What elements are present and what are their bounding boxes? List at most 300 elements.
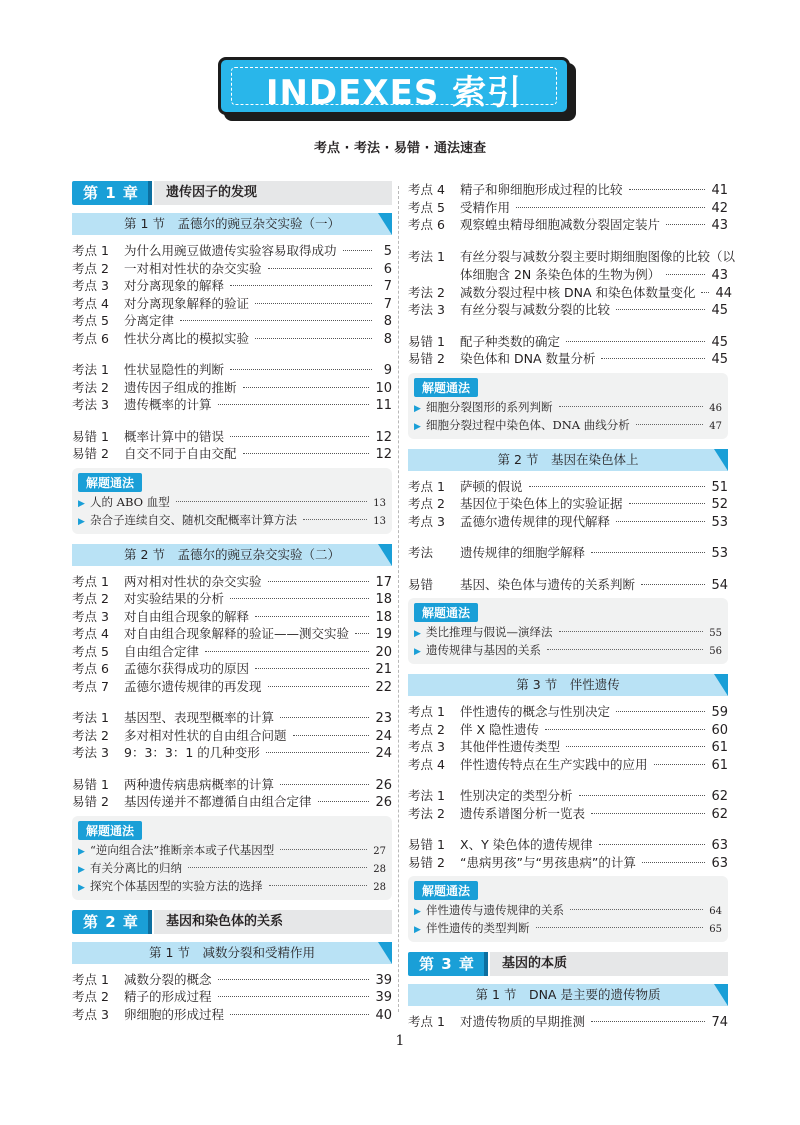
- entry-page: 19: [375, 627, 392, 642]
- entry-title: “患病男孩”与“男孩患病”的计算: [460, 854, 636, 870]
- entry-title: 对分离现象解释的验证: [124, 295, 250, 311]
- entry-list: [72, 427, 392, 462]
- method-item[interactable]: [78, 494, 386, 512]
- entry-title: 性状显隐性的判断: [124, 362, 225, 377]
- dot-leader: [559, 631, 704, 632]
- entry-title: 有丝分裂与减数分裂的比较: [460, 302, 611, 317]
- entry-title: 自交不同于自由交配: [124, 446, 237, 461]
- entry-key: 考点 5: [72, 643, 109, 659]
- entry-key: 考点 7: [72, 678, 109, 694]
- entry-list: [408, 332, 728, 367]
- index-entry[interactable]: [72, 743, 392, 761]
- dot-leader: [570, 909, 703, 910]
- entry-title: 配子种类数的确定: [460, 333, 561, 349]
- dot-leader: [591, 1021, 705, 1022]
- entry-title: 体细胞含 2N 条染色体的生物为例）: [460, 266, 661, 282]
- arrow-icon: ▶: [414, 421, 421, 432]
- entry-page: 63: [711, 838, 728, 853]
- chapter-title: 基因的本质: [502, 956, 568, 971]
- dot-leader: [268, 686, 370, 687]
- entry-page: 54: [711, 577, 728, 593]
- index-entry[interactable]: [72, 1005, 392, 1023]
- section-heading[interactable]: [72, 544, 392, 566]
- dot-leader: [268, 581, 370, 582]
- dot-leader: [616, 521, 705, 522]
- entry-list: [408, 786, 728, 821]
- dot-leader: [180, 320, 372, 321]
- entry-title: 分离定律: [124, 313, 175, 328]
- index-entry[interactable]: [72, 276, 392, 294]
- index-entry[interactable]: [72, 775, 392, 793]
- entry-key: 易错: [408, 576, 434, 592]
- chapter-3-heading[interactable]: [408, 952, 728, 976]
- method-page: 27: [373, 845, 386, 857]
- index-entry[interactable]: [72, 589, 392, 607]
- entry-key: 易错 2: [408, 854, 445, 870]
- dot-leader: [559, 406, 704, 407]
- page-subtitle: 考点 · 考法 · 易错 · 通法速查: [314, 141, 486, 156]
- method-item[interactable]: [414, 624, 722, 642]
- dot-leader: [230, 436, 369, 437]
- entry-key: 考法 1: [72, 710, 109, 725]
- entry-page: 43: [711, 218, 728, 233]
- entry-page: 61: [711, 757, 728, 773]
- index-entry[interactable]: [408, 180, 728, 198]
- entry-title: 其他伴性遗传类型: [460, 739, 561, 754]
- entry-title: 精子的形成过程: [124, 989, 212, 1004]
- dot-leader: [293, 735, 370, 736]
- dot-leader: [255, 338, 372, 339]
- dot-leader: [243, 387, 370, 388]
- index-entry[interactable]: [72, 792, 392, 810]
- page-number: 1: [395, 1033, 405, 1049]
- index-entry[interactable]: [408, 702, 728, 720]
- dot-leader: [243, 453, 370, 454]
- entry-key: 考点 4: [72, 626, 109, 641]
- dot-leader: [218, 404, 370, 405]
- entry-page: 62: [711, 806, 728, 822]
- method-page: 28: [373, 863, 386, 875]
- method-title: 杂合子连续自交、随机交配概率计算方法: [90, 512, 297, 527]
- entry-page: 18: [375, 592, 392, 607]
- method-title: 人的 ABO 血型: [90, 494, 170, 509]
- dot-leader: [666, 224, 705, 225]
- section-heading[interactable]: [72, 213, 392, 235]
- entry-page: 12: [375, 447, 392, 462]
- entry-page: 52: [711, 497, 728, 512]
- entry-page: 42: [711, 200, 728, 216]
- entry-key: 考法 2: [72, 727, 109, 743]
- entry-key: 考点 1: [72, 573, 109, 589]
- dot-leader: [516, 207, 705, 208]
- entry-page: 44: [715, 285, 733, 301]
- index-entry[interactable]: [72, 378, 392, 396]
- entry-page: 74: [711, 1015, 728, 1030]
- dot-leader: [629, 503, 706, 504]
- arrow-icon: ▶: [414, 629, 421, 639]
- entry-list: [408, 1012, 728, 1030]
- section-heading[interactable]: [408, 674, 728, 696]
- entry-page: 20: [375, 644, 392, 660]
- dot-leader: [255, 668, 369, 669]
- entry-page: 59: [711, 705, 728, 720]
- entry-title: 两对相对性状的杂交实验: [124, 573, 262, 589]
- index-entry[interactable]: [408, 300, 728, 318]
- entry-title: 两种遗传病患病概率的计算: [124, 776, 275, 792]
- entry-key: 考点 1: [72, 243, 109, 258]
- entry-title: 一对相对性状的杂交实验: [124, 260, 262, 276]
- entry-key: 考点 4: [408, 756, 445, 772]
- arrow-icon: ▶: [78, 864, 85, 875]
- index-entry[interactable]: [72, 970, 392, 988]
- dot-leader: [176, 501, 368, 502]
- method-title: “逆向组合法”推断亲本或子代基因型: [90, 842, 275, 857]
- arrow-icon: ▶: [414, 403, 421, 414]
- entry-page: 26: [375, 795, 392, 810]
- entry-key: 考点 3: [72, 608, 109, 624]
- dot-leader: [529, 486, 706, 487]
- chapter-1-heading[interactable]: [72, 181, 392, 205]
- entry-key: 考点 2: [72, 591, 109, 606]
- method-item[interactable]: [414, 902, 722, 920]
- entry-page: 5: [383, 244, 392, 259]
- index-entry[interactable]: [72, 726, 392, 744]
- method-box: [408, 598, 728, 664]
- index-entry[interactable]: [408, 804, 728, 822]
- method-page: 56: [709, 646, 722, 657]
- entry-title: 遗传因子组成的推断: [124, 379, 237, 395]
- dot-leader: [268, 268, 372, 269]
- entry-title: 基因传递并不都遵循自由组合定律: [124, 794, 312, 809]
- index-entry[interactable]: [408, 853, 728, 871]
- entry-page: 8: [383, 331, 392, 347]
- index-entry[interactable]: [408, 835, 728, 853]
- entry-page: 24: [375, 746, 392, 761]
- index-entry[interactable]: [72, 427, 392, 445]
- method-title: 细胞分裂图形的系列判断: [426, 399, 553, 414]
- entry-key: 考法: [408, 545, 434, 560]
- method-page: 13: [373, 515, 386, 527]
- entry-page: 6: [383, 261, 392, 277]
- entry-page: 61: [711, 740, 728, 755]
- method-item[interactable]: [414, 417, 722, 435]
- dot-leader: [654, 764, 706, 765]
- dot-leader: [230, 598, 369, 599]
- method-page: 46: [709, 402, 722, 414]
- method-box: [72, 468, 392, 534]
- dot-leader: [205, 651, 369, 652]
- entry-key: 考法 3: [72, 745, 109, 760]
- entry-key: 考点 3: [408, 513, 445, 529]
- dot-leader: [266, 752, 370, 753]
- entry-key: 考点 6: [72, 330, 109, 346]
- method-tag: 解题通法: [78, 821, 142, 840]
- section-title: 第 2 节 孟德尔的豌豆杂交实验（二）: [124, 546, 340, 562]
- index-entry[interactable]: [72, 444, 392, 462]
- section-title: 第 1 节 减数分裂和受精作用: [149, 944, 315, 960]
- index-entry[interactable]: [72, 572, 392, 590]
- index-entry[interactable]: [408, 755, 728, 773]
- entry-page: 43: [711, 267, 728, 283]
- entry-key: 考点 6: [408, 217, 445, 232]
- entry-title: 减数分裂过程中核 DNA 和染色体数量变化: [460, 284, 696, 300]
- index-entry[interactable]: [72, 395, 392, 413]
- method-item[interactable]: [414, 399, 722, 417]
- dot-leader: [629, 189, 706, 190]
- dot-leader: [280, 717, 369, 718]
- entry-page: 40: [375, 1007, 392, 1023]
- dot-leader: [230, 369, 372, 370]
- entry-title: 基因型、表现型概率的计算: [124, 710, 275, 725]
- method-title: 细胞分裂过程中染色体、DNA 曲线分析: [426, 417, 630, 432]
- index-entry[interactable]: [408, 575, 728, 593]
- index-entry[interactable]: [72, 987, 392, 1005]
- arrow-icon: ▶: [78, 516, 85, 527]
- entry-list: [408, 477, 728, 530]
- entry-title: 受精作用: [460, 199, 511, 215]
- arrow-icon: ▶: [78, 846, 85, 857]
- index-entry[interactable]: [408, 332, 728, 350]
- dot-leader: [269, 885, 368, 886]
- entry-title: 对遗传物质的早期推测: [460, 1014, 586, 1029]
- entry-key: 考法 2: [408, 805, 445, 821]
- left-column: [72, 181, 392, 1022]
- method-title: 伴性遗传的类型判断: [426, 921, 530, 935]
- entry-title: 性别决定的类型分析: [460, 788, 573, 803]
- dot-leader: [343, 250, 372, 251]
- chapter-chip: 第 2 章: [72, 910, 150, 934]
- dot-leader: [230, 1014, 369, 1015]
- entry-key: 考点 4: [408, 182, 445, 197]
- entry-page: 45: [711, 334, 728, 350]
- entry-page: 62: [711, 789, 728, 804]
- dot-leader: [255, 616, 369, 617]
- entry-key: 考点 3: [72, 278, 109, 293]
- entry-title: 染色体和 DNA 数量分析: [460, 351, 596, 366]
- index-entry[interactable]: [72, 659, 392, 677]
- column-divider: [398, 186, 399, 1012]
- method-tag: 解题通法: [414, 603, 478, 622]
- entry-page: 45: [711, 303, 728, 318]
- index-entry[interactable]: [408, 720, 728, 738]
- method-box: [72, 816, 392, 900]
- entry-key: 易错 1: [408, 333, 445, 349]
- entry-title: 萨顿的假说: [460, 478, 523, 494]
- entry-page: 7: [383, 296, 392, 312]
- entry-list: [408, 180, 728, 233]
- method-title: 探究个体基因型的实验方法的选择: [90, 878, 263, 893]
- index-entry[interactable]: [72, 241, 392, 259]
- dot-leader: [636, 424, 704, 425]
- entry-title: 性状分离比的模拟实验: [124, 330, 250, 346]
- chapter-title: 基因和染色体的关系: [166, 913, 284, 929]
- entry-page: 24: [375, 728, 392, 744]
- method-page: 28: [373, 881, 386, 893]
- entry-title: 伴性遗传的概念与性别决定: [460, 704, 611, 719]
- entry-key: 易错 2: [72, 794, 109, 809]
- dot-leader: [566, 746, 705, 747]
- index-entry[interactable]: [408, 247, 736, 283]
- index-entry[interactable]: [72, 708, 392, 726]
- section-title: 第 1 节 DNA 是主要的遗传物质: [475, 987, 661, 1002]
- entry-page: 23: [375, 711, 392, 726]
- entry-title: 孟德尔遗传规律的现代解释: [460, 513, 611, 529]
- entry-title: 孟德尔获得成功的原因: [124, 661, 250, 676]
- index-entry[interactable]: [72, 294, 392, 312]
- entry-key: 考点 3: [408, 739, 445, 754]
- section-heading[interactable]: [408, 449, 728, 471]
- index-entry[interactable]: [408, 349, 728, 367]
- index-entry[interactable]: [72, 677, 392, 695]
- entry-key: 易错 2: [408, 351, 445, 366]
- chapter-title: 遗传因子的发现: [166, 185, 258, 200]
- method-tag: 解题通法: [78, 473, 142, 492]
- dot-leader: [188, 867, 367, 868]
- entry-list: [72, 970, 392, 1023]
- entry-page: 26: [375, 777, 392, 793]
- method-item[interactable]: [78, 512, 386, 530]
- chapter-chip: 第 1 章: [72, 181, 150, 205]
- method-title: 伴性遗传与遗传规律的关系: [426, 903, 564, 917]
- dot-leader: [218, 996, 370, 997]
- entry-list: [72, 775, 392, 810]
- index-entry[interactable]: [72, 624, 392, 642]
- right-column: [408, 180, 736, 1030]
- entry-key: 考点 2: [72, 260, 109, 276]
- entry-list: [72, 708, 392, 761]
- entry-key: 考法 1: [408, 248, 445, 264]
- dot-leader: [536, 927, 704, 928]
- entry-title: 精子和卵细胞形成过程的比较: [460, 182, 623, 197]
- entry-title: 有丝分裂与减数分裂主要时期细胞图像的比较（以: [460, 248, 736, 264]
- dot-leader: [601, 358, 705, 359]
- index-entry[interactable]: [408, 494, 728, 512]
- entry-key: 考点 5: [408, 199, 445, 215]
- entry-key: 考法 2: [408, 284, 445, 300]
- entry-title: 观察蝗虫精母细胞减数分裂固定装片: [460, 217, 661, 232]
- method-title: 有关分离比的归纳: [90, 860, 182, 875]
- dot-leader: [701, 292, 709, 293]
- method-box: [408, 876, 728, 942]
- method-tag: 解题通法: [414, 881, 478, 900]
- dot-leader: [545, 729, 705, 730]
- entry-title: 多对相对性状的自由组合问题: [124, 727, 287, 743]
- method-page: 65: [709, 924, 722, 935]
- entry-key: 考点 2: [408, 721, 445, 737]
- chapter-chip: 第 3 章: [408, 952, 486, 976]
- entry-list: [72, 572, 392, 695]
- entry-key: 考法 3: [408, 302, 445, 317]
- entry-key: 考点 2: [408, 496, 445, 511]
- entry-list: [72, 360, 392, 413]
- index-entry[interactable]: [408, 543, 728, 561]
- index-entry[interactable]: [72, 259, 392, 277]
- dot-leader: [280, 784, 369, 785]
- entry-page: 7: [383, 279, 392, 294]
- entry-key: 易错 1: [72, 428, 109, 444]
- method-item[interactable]: [414, 920, 722, 938]
- section-heading[interactable]: [72, 942, 392, 964]
- entry-key: 考点 1: [72, 971, 109, 987]
- dot-leader: [218, 979, 370, 980]
- method-item[interactable]: [78, 842, 386, 860]
- index-entry[interactable]: [72, 329, 392, 347]
- entry-page: 18: [375, 609, 392, 625]
- method-tag: 解题通法: [414, 378, 478, 397]
- entry-page: 39: [375, 990, 392, 1005]
- dot-leader: [547, 649, 703, 650]
- section-heading[interactable]: [408, 984, 728, 1006]
- entry-page: 39: [375, 972, 392, 988]
- index-entry[interactable]: [408, 477, 728, 495]
- entry-key: 考点 1: [408, 478, 445, 494]
- entry-list: [408, 835, 728, 870]
- method-page: 55: [709, 628, 722, 639]
- entry-key: 易错 1: [72, 776, 109, 792]
- entry-list: [72, 241, 392, 346]
- index-entry[interactable]: [72, 311, 392, 329]
- index-entry[interactable]: [408, 1012, 728, 1030]
- dot-leader: [642, 862, 706, 863]
- entry-page: 11: [375, 398, 392, 413]
- section-title: 第 3 节 伴性遗传: [516, 677, 620, 692]
- dot-leader: [355, 633, 369, 634]
- entry-title: 减数分裂的概念: [124, 971, 212, 987]
- entry-list: [408, 283, 733, 318]
- index-entry[interactable]: [408, 198, 728, 216]
- chapter-2-heading[interactable]: [72, 910, 392, 934]
- entry-page: 51: [711, 479, 728, 495]
- entry-page: 21: [375, 662, 392, 677]
- index-entry[interactable]: [408, 737, 728, 755]
- index-entry[interactable]: [72, 642, 392, 660]
- method-title: 遗传规律与基因的关系: [426, 643, 541, 657]
- entry-title: 遗传系谱图分析一览表: [460, 805, 586, 821]
- entry-list: [408, 702, 728, 772]
- entry-key: 考点 1: [408, 704, 445, 719]
- method-title: 类比推理与假说—演绎法: [426, 625, 553, 639]
- dot-leader: [255, 303, 372, 304]
- entry-page: 8: [383, 314, 392, 329]
- arrow-icon: ▶: [414, 925, 421, 935]
- entry-title: 遗传概率的计算: [124, 397, 212, 412]
- entry-key: 考点 4: [72, 295, 109, 311]
- entry-key: 考点 5: [72, 313, 109, 328]
- dot-leader: [599, 844, 706, 845]
- index-entry[interactable]: [72, 360, 392, 378]
- method-item[interactable]: [78, 878, 386, 896]
- index-entry[interactable]: [72, 607, 392, 625]
- entry-title: 基因位于染色体上的实验证据: [460, 496, 623, 511]
- entry-page: 63: [711, 855, 728, 871]
- entry-title: 自由组合定律: [124, 643, 200, 659]
- entry-key: 考点 1: [408, 1014, 445, 1029]
- index-entry[interactable]: [408, 283, 733, 301]
- entry-page: 17: [375, 574, 392, 590]
- entry-key: 易错 1: [408, 837, 445, 852]
- method-item[interactable]: [414, 642, 722, 660]
- entry-title: 9：3：3：1 的几种变形: [124, 745, 260, 760]
- index-entry[interactable]: [408, 215, 728, 233]
- entry-key: 考点 3: [72, 1006, 109, 1022]
- index-entry[interactable]: [408, 786, 728, 804]
- entry-page: 41: [711, 183, 728, 198]
- arrow-icon: ▶: [414, 647, 421, 657]
- dot-leader: [616, 711, 705, 712]
- arrow-icon: ▶: [78, 882, 85, 893]
- index-entry[interactable]: [408, 512, 728, 530]
- method-item[interactable]: [78, 860, 386, 878]
